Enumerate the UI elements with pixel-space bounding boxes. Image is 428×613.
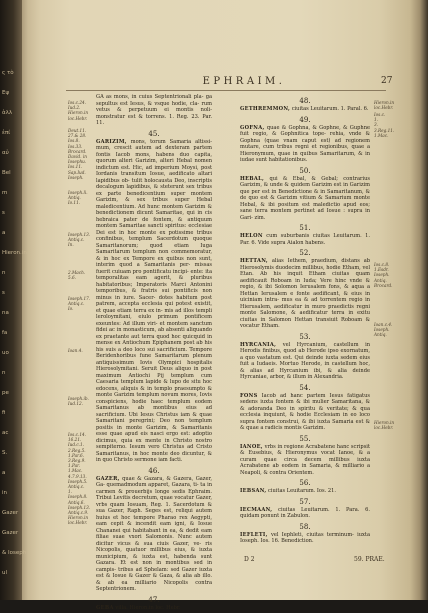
margin-citation: Hieron.in loc.Hebr.	[374, 100, 395, 111]
entry-paragraph	[96, 605, 212, 612]
entry-headword: HELON	[240, 233, 263, 239]
entry-text: ciuitas Leuitarum. 1. Paral. 6.	[291, 106, 369, 112]
edge-text-fragment: Bel	[2, 170, 11, 176]
entry-headword: HETTAN,	[240, 258, 268, 264]
entry-number: 45.	[148, 129, 160, 138]
edge-text-fragment: ἀλλ	[2, 110, 13, 116]
header-rule	[66, 90, 386, 91]
edge-text-fragment: fi	[2, 410, 6, 416]
margin-citation: Deut.11. 27.& 28. Ios.8. Ios.33. Brocard. David. in Iosephu. Ios.11. Sap.Iud. Ioseph.	[68, 128, 87, 180]
entry-headword: GEBA	[96, 604, 114, 611]
margin-citation: Ioseph.li. Antiq. Io.11.	[68, 190, 88, 206]
entry-text: qui & Ebal, & Gebal; contrarius Garizim, & unde & quidem Garizim est in Garizim que per est in Benedictione & in Samaritanum, & de quo est & Garizim vitium & Samarium monte Hebal, & ibi positum est maledictio apud eos; sane terra montem pertinet ad Iosue : supra in Gari- zim.	[240, 175, 370, 221]
edge-text-fragment: pe	[2, 390, 9, 396]
entry-number: 53.	[299, 332, 311, 341]
entry-paragraph	[240, 106, 370, 113]
page-number: 27	[381, 76, 393, 86]
edge-text-fragment: Gazer	[2, 530, 19, 536]
entry-number: 54.	[299, 383, 311, 392]
edge-text-fragment: ς τὸ	[2, 70, 14, 76]
entry-number: 48.	[299, 97, 311, 105]
margin-citation: Ios.c.24. Iud.2. Hieron.in loc.Hebr.	[68, 100, 89, 121]
edge-text-fragment: a	[2, 470, 6, 476]
entry-text: mons, torum Samaria altissi- mum, crescit autem ad dexteram partem fontis Iacob mons, habens duo capita, quorum alteri Garizim, alteri Hebal nomen indictum est. Hic, ad imperium Moysi, post Iordanis transitum Iosue, aedificato altari lapidibus ob- tulit holocausta Deo, inscriptis decalogum lapidibus, & steterunt sex tribus ex parte benedicentium super montem Garizim, & sex tribus super Hebal maledicentium. Ad hunc montem Garizim & benedictionem dicunt Samaritae, qui in cis hebraica pater de fontem, & antiquum montem Samaritae sancti spiritus: ecclesiae Dei est in hoc monte ex potissime tribus confinibus, templum Sacerdotum quoque Samaritanorum; quod etiam Iuga Samaritarum templum non commemoratur, & in hoc ex Tempore ex quibus non sunt, interim quod a Samaritanis per- missas fuerit cuiuam pro pontificatu incipi- ente: ita temporalitas eam agerit, & pluribus habitatoribus; Imperatoris Marci Antonini temporibus, & fratris sui pontificis non minus in iure. Sacer- dotes habitum post patrem, accepta ecclesia qui potest existit, et quae etiam terra ex in- mis ad illos templi leroloymitani, eiulo primum pontificem exeuntes: Ad illum viri- et montem sanctum fidei ac in monasticum, ab absenti aliquando ex praetante aut terra quod hoc quicquid in mense ex Antiochum Epiphanem post ab his his suis a deo loco sui sacrificium. Tempore Beridenhoribus fune Samaritarum plenum antiquissimum Iovis Olympici hospitalis Hierosolymitani. Seruit Deus aliquo in post maximum Antiochi Pij templum cum Caesaria templum lapide & lupo de situ hoc edocens, aliquis & in templo praesumpto & monte Garizim templum novum mores, Iovis conspiciens, hodie haec templum eodem Samaritanus ab montibus eius ad sacrificium. Ubi Iesus Christus iam & quae Samaritani peregrini; Deo non templum positis in monte Garizim, & Samaritanis esse quae apud eis nasci ergo est: adoptio dicimus, quia ex mente in Christo nostro sempiterno. Iesum vero Christus ad Cristo Samaritanus, in hoc monte deo dicuntur, & in quo Christo sermone iam facti.	[96, 138, 212, 463]
entry-paragraph	[240, 342, 370, 381]
entry-number: 46.	[148, 466, 160, 475]
entry-headword: HEBAL,	[240, 175, 265, 182]
entry-number: 56.	[299, 479, 311, 487]
edge-text-fragment: S.	[2, 450, 8, 456]
entry-paragraph	[240, 233, 370, 246]
margin-citation: Ioan.c.4. Ioseph. Antiq.	[374, 322, 393, 338]
entry-paragraph	[96, 94, 212, 127]
entry-number: 51.	[299, 224, 311, 232]
signature-mark: D 2	[244, 556, 255, 563]
edge-text-fragment: uo	[2, 350, 9, 356]
entry-paragraph	[240, 258, 370, 330]
entry-paragraph	[240, 125, 370, 164]
entry-headword: IEFLETI,	[240, 531, 268, 538]
catchword: 59. PRAE.	[354, 556, 385, 563]
entry-paragraph	[240, 444, 370, 477]
entry-number: 57.	[299, 497, 311, 506]
entry-paragraph	[240, 393, 370, 432]
running-title: EPHRAIM.	[202, 76, 286, 87]
edge-text-fragment: Εψ	[2, 90, 10, 96]
margin-citation: Ios.c.14. 16.21. Iud.c.1. 2.Reg.5. 1.Par.6. 3.Reg.9. 1.Par. 1.Mac. 4.7.9.13. Ioseph.5. Antiq.c. 1. Ioseph.8. Antiq.6. Ioseph.13. Antiq.c.9. Hieron.in loc.Hebr.	[68, 432, 91, 526]
edge-text-fragment: fa	[2, 330, 8, 336]
entry-number: 58.	[299, 522, 311, 531]
entry-paragraph	[240, 507, 370, 520]
edge-text-fragment: s	[2, 210, 5, 216]
edge-text-fragment: Hieron.in	[2, 250, 27, 256]
edge-text-fragment: ul	[2, 570, 8, 576]
margin-citation: 2.Mach. 5.6.	[68, 270, 86, 281]
edge-text-fragment: n	[2, 370, 6, 376]
entry-text: ciuitas Leuitarum. Ios. 21.	[268, 488, 336, 494]
entry-headword: HYRCANIA,	[240, 341, 277, 348]
margin-citation: Ioseph.ib. Iud.12.	[68, 396, 89, 407]
entry-text: vel Iephleti, ciuitas terminum- iuxta Ioseph. Ios. 16. Benediction.	[240, 531, 370, 544]
entry-headword: IANOE,	[240, 443, 263, 450]
entry-headword: IECMAAN,	[240, 506, 273, 513]
edge-text-fragment: ac	[2, 430, 9, 436]
entry-text: vel Hyrcanium, castellum in Herodis finibus, quod ab Herode ipso exornatum, a quo vastatum est. Qui deinde iuxta sedem eius fuit a Iudaeis. Mortuo Herode, in castellum hoc, & alias ad Hyrcanium ibi, & alia deinde Hyrcaniae, arbor, & illum in Alexandria.	[240, 341, 370, 380]
edge-text-fragment: n	[2, 270, 6, 276]
edge-text-fragment: m	[2, 190, 8, 196]
margin-citation: Ioseph.17. Antiq.c. Io.	[68, 296, 91, 312]
edge-text-fragment: αὐ	[2, 150, 9, 156]
entry-paragraph	[96, 139, 212, 464]
edge-text-fragment: ἐπί	[2, 130, 11, 136]
margin-citation: Ioseph.13. Antiq.c. In.	[68, 232, 91, 248]
entry-paragraph	[96, 476, 212, 593]
entry-text: quae & Gophna, & Gophne, & Guphne fuit regio, & Gophnitica tope- rehia, vnde & Gophna (quae vnam caput est) ad regionem mutare, cum tribus regni et regionibus, quae a Hieronymum, quae in quibus Samaritarum, & in iudae sunt habitationibus.	[240, 124, 370, 163]
entry-number: 52.	[299, 249, 311, 257]
edge-text-fragment: s	[2, 290, 5, 296]
entry-headword: GAZER,	[96, 475, 120, 482]
entry-text: alias Iethem, praedium, distans ab Hierosolymis duodecim millibus, hodie Etham, vel Etan. Ab his inquit Etham ciuitas quam aedificauit Roboam in Iuda; Vere hinc vnde & regio, & ibi Solomon Ierusalem fons, & aqua a Hettan Ierusalem e fonte aedificant, & eius in uiciniam intra- mus ea & ad torrentem regio in Hierusalem, aedificatur in muro praedictis regni monte Salomone, & aedificatur terra in exitu ciuitas in Salomon Hettan transiuit Roboam & vocatur Etham.	[240, 258, 370, 329]
edge-text-fragment: in	[2, 490, 8, 496]
entry-text: quae & Gazara, & Gazera, Gazer, Ga- quemadmodum apparet, Gazara, ti- ta in carmen & prouerbijs longe sedis Ephraim. Tribui Levitis decretum, quae vocatur Gazer, vrbs quam Iosuam, Reg. 1. Sacerdotum & sua Gazer, Raph. Seges est, reliqui autem huius et hoc tempore Pharao rex Aegypti, eam cepit & incendit eam igni, & Iosue Chananei qui habitabant in ea, & dedit eam filiae suae vxori Salomonis. Nunc autem dicitur vicus & sua ciuis Gazer, ve- ris Nicopolis, quatuor millibus eius, & iuxta municipium, & iuxta est, habenda sunt Gazara. Et est non in montibus sed in campis- tribus ad Sphelam: sed Gazer iuxta est & Iosue & Gazer & Gaza, & alia ab illo. & ab ea milliario Nicopolis contra Septentrionem.	[96, 475, 212, 592]
margin-citation: Hieron.in loc.Hebr.	[374, 420, 395, 431]
entry-paragraph	[240, 532, 370, 545]
edge-text-fragment: & Ioseph	[2, 550, 27, 556]
entry-headword: GARIZIM,	[96, 138, 127, 145]
margin-citation: Ioan.4.	[68, 348, 83, 353]
entry-number: 49.	[299, 115, 311, 124]
margin-citation: Ios.c.8. 1.Esdr. Ioseph. Antiq. Brocard.	[374, 262, 393, 288]
entry-paragraph	[240, 488, 370, 495]
entry-text: GA as mons, in cuius Septentrionali pla- ga sepultus est Iesus, & vsque hodie, cla- rum vetus & perpetuum ei montis noli- monstratur est & torrens. 1. Reg. 23. Par. 11.	[96, 94, 212, 126]
entry-headword: FONS	[240, 392, 258, 399]
margin-citation: Ios.c. 1. 3. 3.Reg.11. 1.Mac.	[374, 112, 395, 138]
entry-text: villa. Hieron.in loc. Hebr.	[115, 604, 181, 611]
edge-text-fragment: a	[2, 230, 6, 236]
right-text-column	[240, 94, 370, 547]
entry-number: 47.	[148, 595, 160, 604]
previous-page-text-fragments	[0, 0, 27, 600]
entry-text: cum suburbanis ciuitas Leuitarum. 1. Par. 6. Vide supra Aialon habens.	[240, 233, 371, 246]
entry-text: Iacob ad hanc partem Iesus fatigatus sedens iuxta fontem & ibi mulier Samaritana, & & adoranda Deo in spiritu & veritate; & qua ecclesia inquiunt, & hodie Ecclesiam in eo loco supra fontem construi, & ibi iuxta Samaria est & & quae a radicis montis Garizim.	[240, 392, 370, 431]
entry-paragraph	[240, 176, 370, 222]
edge-text-fragment: na	[2, 310, 9, 316]
entry-number: 55.	[299, 434, 311, 443]
entry-headword: GOFNA,	[240, 124, 265, 131]
entry-headword: IEBSAN,	[240, 488, 267, 494]
entry-headword: GETHREMMON,	[240, 106, 291, 112]
entry-text: vrbs in regione Acrabatene hanc scripsit & Eusebius, & Hieronymus vocat Ianoe, & a curam quae circa decem millibus iuxta Acrabatene ab eodem in Samaria, & milliario a Neapoli, & contra Orientem.	[240, 443, 370, 476]
left-text-column	[96, 94, 212, 613]
edge-text-fragment: Gazer	[2, 510, 19, 516]
document-page	[24, 0, 424, 611]
entry-number: 50.	[299, 166, 311, 175]
entry-text: ciuitas Leuitarum. 1. Para. 6. quidam ponunt in Zabulon.	[240, 506, 371, 519]
